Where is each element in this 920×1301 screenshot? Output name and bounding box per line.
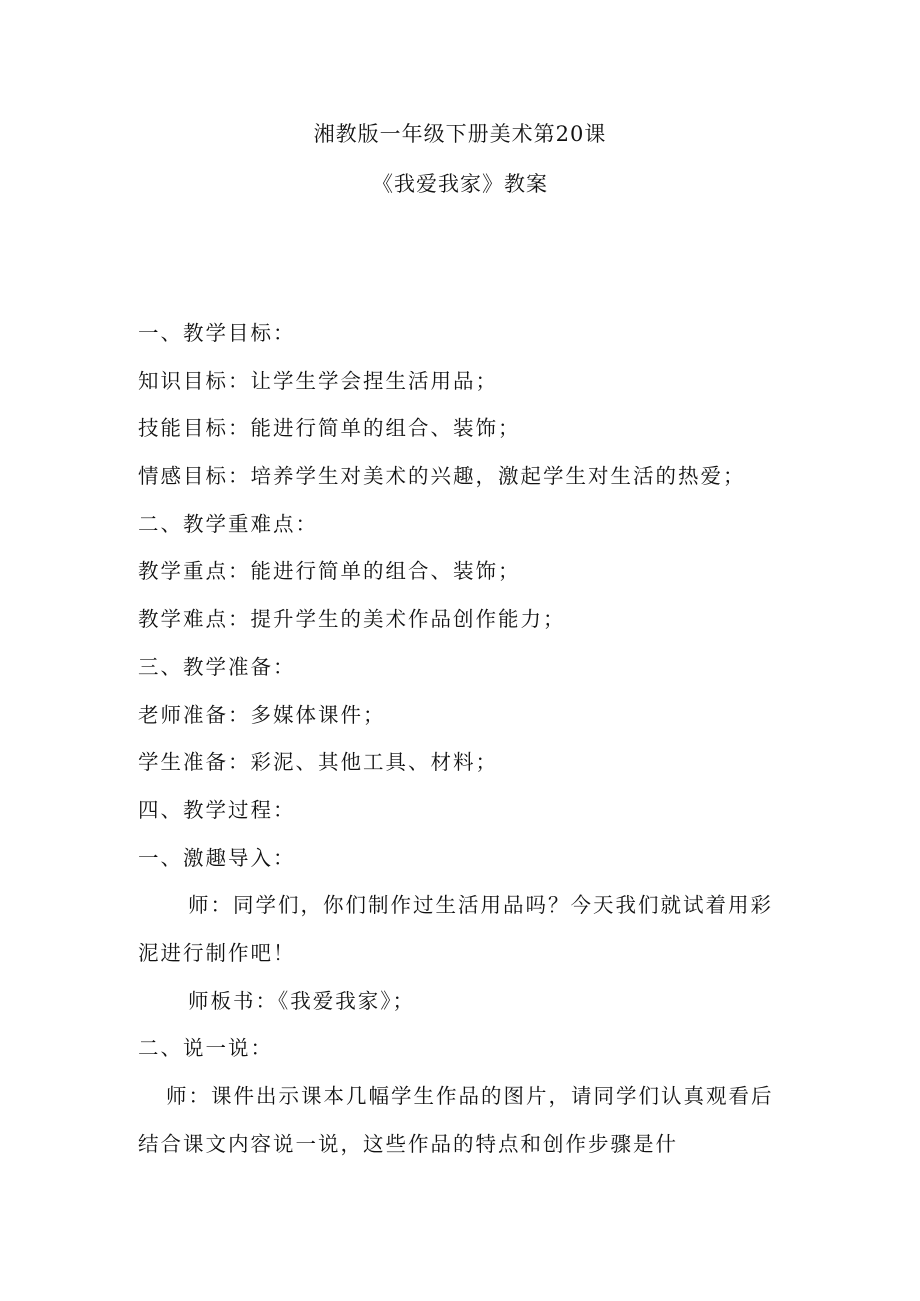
paragraph-difficult-point: 教学难点：提升学生的美术作品创作能力； [138, 607, 566, 632]
document-title-line-2: 《我爱我家》教案 [372, 172, 548, 196]
paragraph-skill-objective: 技能目标：能进行简单的组合、装饰； [138, 416, 521, 441]
document-body [138, 310, 798, 1168]
paragraph-teacher-intro-continued: 泥进行制作吧！ [138, 940, 296, 965]
paragraph-blackboard-title: 师板书：《我爱我家》； [188, 988, 415, 1013]
paragraph-emotion-objective: 情感目标：培养学生对美术的兴趣，激起学生对生活的热爱； [138, 464, 746, 489]
subsection-heading-introduction: 一、激趣导入： [138, 845, 296, 870]
section-heading-process: 四、教学过程： [138, 797, 296, 822]
section-heading-key-points: 二、教学重难点： [138, 511, 318, 536]
paragraph-key-point: 教学重点：能进行简单的组合、装饰； [138, 559, 521, 584]
section-heading-preparation: 三、教学准备： [138, 654, 296, 679]
paragraph-knowledge-objective: 知识目标：让学生学会捏生活用品； [138, 368, 498, 393]
document-title-line-1: 湘教版一年级下册美术第20课 [313, 122, 607, 146]
section-heading-objectives: 一、教学目标： [138, 321, 296, 345]
paragraph-student-preparation: 学生准备：彩泥、其他工具、材料； [138, 750, 498, 775]
paragraph-teacher-intro: 师：同学们，你们制作过生活用品吗？今天我们就试着用彩 [188, 893, 773, 918]
subsection-heading-discussion: 二、说一说： [138, 1036, 273, 1061]
paragraph-teacher-preparation: 老师准备：多媒体课件； [138, 702, 386, 727]
paragraph-teacher-discussion: 师：课件出示课本几幅学生作品的图片，请同学们认真观看后 [166, 1084, 774, 1108]
paragraph-teacher-discussion-continued: 结合课文内容说一说，这些作品的特点和创作步骤是什 [138, 1131, 678, 1156]
